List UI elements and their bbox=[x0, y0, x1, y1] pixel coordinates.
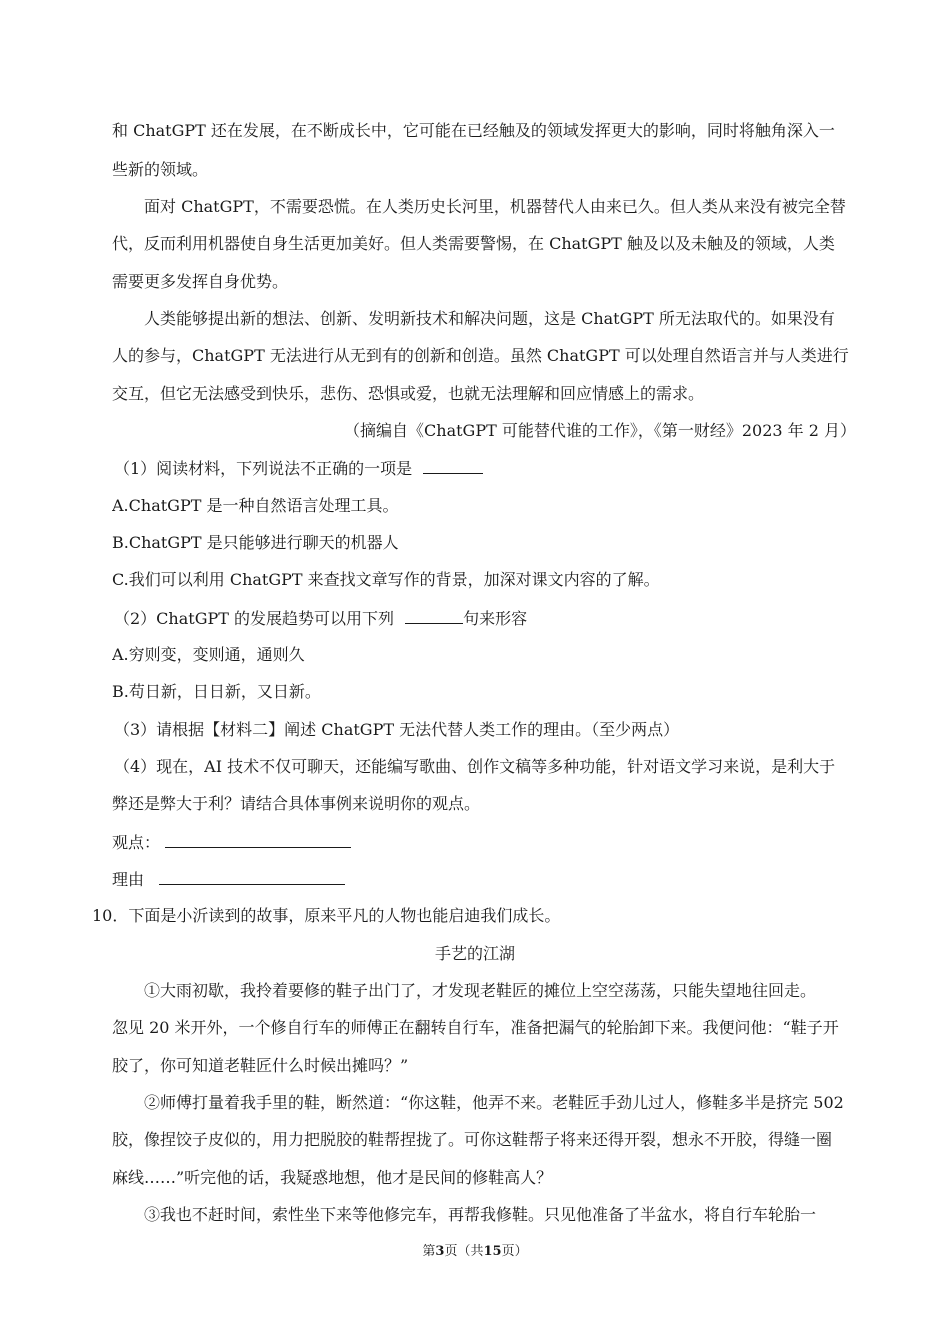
passage-line: 人的参与，ChatGPT 无法进行从无到有的创新和创造。虽然 ChatGPT 可以处理自然语言并与人类进行 bbox=[112, 346, 849, 365]
answer-blank[interactable] bbox=[423, 458, 483, 474]
source-citation: （摘编自《ChatGPT 可能替代谁的工作》，《第一财经》2023 年 2 月） bbox=[344, 421, 856, 440]
reason-row bbox=[112, 869, 862, 890]
footer-suffix: 页） bbox=[501, 1244, 528, 1259]
passage-line: 代，反而利用机器使自身生活更加美好。但人类需要警惕，在 ChatGPT 触及以及未触及的领域，人类 bbox=[112, 234, 835, 253]
footer-prefix: 第 bbox=[422, 1244, 436, 1259]
total-pages: 15 bbox=[483, 1244, 502, 1259]
footer-middle: 页（共 bbox=[444, 1244, 484, 1259]
option-b: B.ChatGPT 是只能够进行聊天的机器人 bbox=[112, 533, 399, 552]
answer-blank[interactable] bbox=[405, 608, 463, 624]
story-line: ①大雨初歇，我拎着要修的鞋子出门了，才发现老鞋匠的摊位上空空荡荡，只能失望地往回走。 bbox=[144, 981, 817, 1000]
viewpoint-blank[interactable] bbox=[165, 832, 351, 848]
question-3: （3）请根据【材料二】阐述 ChatGPT 无法代替人类工作的理由。（至少两点） bbox=[114, 720, 680, 739]
question-1-text: （1）阅读材料，下列说法不正确的一项是 bbox=[114, 459, 413, 478]
story-line: ③我也不赶时间，索性坐下来等他修完车，再帮我修鞋。只见他准备了半盆水，将自行车轮胎一 bbox=[144, 1205, 817, 1224]
viewpoint-row bbox=[112, 832, 862, 853]
question-1 bbox=[114, 458, 864, 479]
story-line: 忽见 20 米开外，一个修自行车的师傅正在翻转自行车，准备把漏气的轮胎卸下来。我便问他：“鞋子开 bbox=[112, 1018, 839, 1037]
viewpoint-label: 观点： bbox=[112, 833, 161, 852]
passage-line: 面对 ChatGPT，不需要恐慌。在人类历史长河里，机器替代人由来已久。但人类从来没有被完全替 bbox=[144, 197, 846, 216]
question-10-intro: 10．下面是小沂读到的故事，原来平凡的人物也能启迪我们成长。 bbox=[92, 906, 561, 925]
reason-blank[interactable] bbox=[159, 869, 345, 885]
question-2-text: （2）ChatGPT 的发展趋势可以用下列 bbox=[114, 609, 395, 628]
question-2 bbox=[114, 608, 864, 629]
page-number: 3 bbox=[435, 1244, 445, 1259]
passage-line: 交互，但它无法感受到快乐，悲伤、恐惧或爱，也就无法理解和回应情感上的需求。 bbox=[112, 384, 705, 403]
passage-line: 人类能够提出新的想法、创新、发明新技术和解决问题，这是 ChatGPT 所无法取代的。如果没有 bbox=[144, 309, 835, 328]
page-footer bbox=[0, 1244, 950, 1260]
question-2-suffix: 句来形容 bbox=[463, 609, 528, 628]
passage-line: 和 ChatGPT 还在发展，在不断成长中，它可能在已经触及的领域发挥更大的影响，同时将触角深入一 bbox=[112, 121, 835, 140]
question-4: （4）现在，AI 技术不仅可聊天，还能编写歌曲、创作文稿等多种功能，针对语文学习来说，是利大于 bbox=[114, 757, 836, 776]
reason-label: 理由 bbox=[112, 870, 145, 889]
story-line: 胶，像捏饺子皮似的，用力把脱胶的鞋帮捏拢了。可你这鞋帮子将来还得开裂，想永不开胶，得缝一圈 bbox=[112, 1130, 833, 1149]
question-4-cont: 弊还是弊大于利？请结合具体事例来说明你的观点。 bbox=[112, 794, 481, 813]
story-line: 麻线……”听完他的话，我疑惑地想，他才是民间的修鞋高人？ bbox=[112, 1168, 553, 1187]
story-line: 胶了，你可知道老鞋匠什么时候出摊吗？” bbox=[112, 1056, 409, 1075]
story-line: ②师傅打量着我手里的鞋，断然道：“你这鞋，他弄不来。老鞋匠手劲儿过人，修鞋多半是挤完 502 bbox=[144, 1093, 844, 1112]
option-b: B.苟日新，日日新，又日新。 bbox=[112, 682, 321, 701]
story-title: 手艺的江湖 bbox=[434, 944, 515, 963]
option-c: C.我们可以利用 ChatGPT 来查找文章写作的背景，加深对课文内容的了解。 bbox=[112, 570, 660, 589]
passage-line: 些新的领域。 bbox=[112, 160, 209, 179]
option-a: A.穷则变，变则通，通则久 bbox=[112, 645, 305, 664]
passage-line: 需要更多发挥自身优势。 bbox=[112, 272, 289, 291]
option-a: A.ChatGPT 是一种自然语言处理工具。 bbox=[112, 496, 399, 515]
